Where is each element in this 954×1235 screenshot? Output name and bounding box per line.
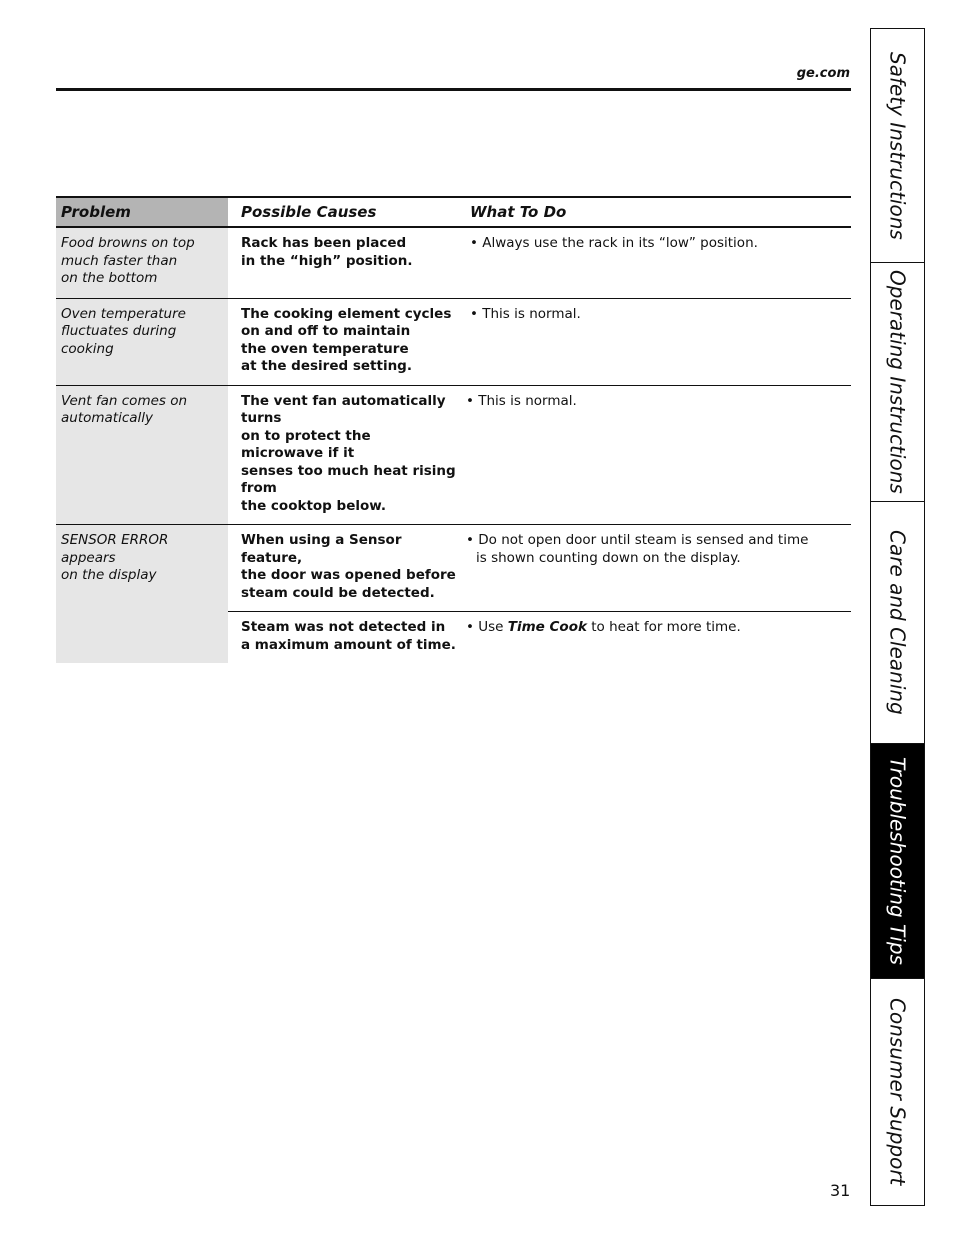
- todo-line: [466, 619, 851, 637]
- problem-line: Oven temperature: [61, 305, 186, 322]
- column-header-causes: Possible Causes: [241, 203, 377, 221]
- cause-cell: [228, 393, 457, 516]
- cause-line: on and off to maintain: [241, 323, 411, 339]
- section-tabs: [870, 28, 925, 1206]
- todo-line: • This is normal.: [466, 392, 577, 409]
- cause-line: on to protect the microwave if it: [241, 427, 371, 461]
- todo-prefix: • Use: [466, 619, 508, 635]
- tab-operating-instructions[interactable]: [871, 262, 924, 501]
- cause-cell: [228, 532, 457, 602]
- problem-line: Vent fan comes on: [61, 392, 188, 409]
- cause-line: The cooking element cycles: [241, 305, 452, 322]
- cause-cell: [228, 619, 457, 654]
- time-cook-emphasis: Time Cook: [507, 619, 587, 635]
- problem-line: cooking: [61, 340, 114, 357]
- cause-line: the oven temperature: [241, 340, 409, 357]
- cause-line: Rack has been placed: [241, 235, 407, 251]
- tab-safety-instructions[interactable]: [871, 29, 924, 262]
- table-row: [56, 525, 851, 663]
- problem-cell: [56, 525, 228, 663]
- header-rule: [56, 88, 851, 91]
- cause-line: at the desired setting.: [241, 358, 412, 374]
- problem-line: fluctuates during: [61, 323, 177, 339]
- table-row: [56, 386, 851, 526]
- table-header: [56, 196, 851, 228]
- site-url: ge.com: [796, 66, 850, 81]
- cause-line: steam could be detected.: [241, 584, 435, 601]
- todo-line: • This is normal.: [470, 305, 581, 322]
- tab-label: Consumer Support: [885, 998, 910, 1186]
- cause-line: senses too much heat rising from: [241, 462, 456, 496]
- cause-line: The vent fan automatically turns: [241, 392, 446, 426]
- table-row: [56, 299, 851, 386]
- problem-line: much faster than: [61, 252, 178, 269]
- cause-line: Steam was not detected in: [241, 619, 446, 635]
- troubleshooting-table: [56, 196, 851, 663]
- cause-cell: [228, 306, 457, 376]
- todo-cell: [457, 532, 851, 602]
- cause-line: a maximum amount of time.: [241, 636, 456, 653]
- todo-line: • Do not open door until steam is sensed and time: [466, 532, 809, 548]
- table-row: [56, 228, 851, 299]
- cause-line: When using a Sensor feature,: [241, 532, 402, 566]
- todo-cell: [457, 235, 851, 270]
- cause-cell: [228, 235, 457, 270]
- cause-line: in the “high” position.: [241, 252, 413, 269]
- tab-consumer-support[interactable]: [871, 978, 924, 1205]
- problem-cell: [56, 228, 228, 298]
- problem-line: SENSOR ERROR appears: [61, 532, 169, 566]
- tab-label: Care and Cleaning: [885, 530, 910, 715]
- todo-cell: [457, 306, 851, 376]
- problem-line: Food browns on top: [61, 235, 195, 251]
- tab-label: Operating Instructions: [885, 270, 910, 494]
- tab-label: Troubleshooting Tips: [885, 757, 910, 965]
- problem-cell: [56, 299, 228, 385]
- problem-line: automatically: [61, 410, 154, 426]
- cause-line: the door was opened before: [241, 567, 456, 583]
- todo-line: is shown counting down on the display.: [476, 549, 741, 566]
- page-number: 31: [830, 1181, 851, 1200]
- column-header-what-to-do: What To Do: [470, 203, 567, 221]
- todo-line: • Always use the rack in its “low” position.: [470, 235, 758, 251]
- tab-label: Safety Instructions: [885, 51, 910, 240]
- todo-suffix: to heat for more time.: [586, 619, 741, 635]
- column-header-problem: Problem: [56, 198, 228, 226]
- problem-line: on the display: [61, 567, 157, 583]
- tab-care-and-cleaning[interactable]: [871, 501, 924, 743]
- problem-line: on the bottom: [61, 270, 158, 286]
- tab-troubleshooting-tips[interactable]: [871, 743, 924, 978]
- cause-line: the cooktop below.: [241, 497, 386, 514]
- todo-cell: [457, 393, 851, 516]
- problem-cell: [56, 386, 228, 525]
- todo-cell: [457, 619, 851, 654]
